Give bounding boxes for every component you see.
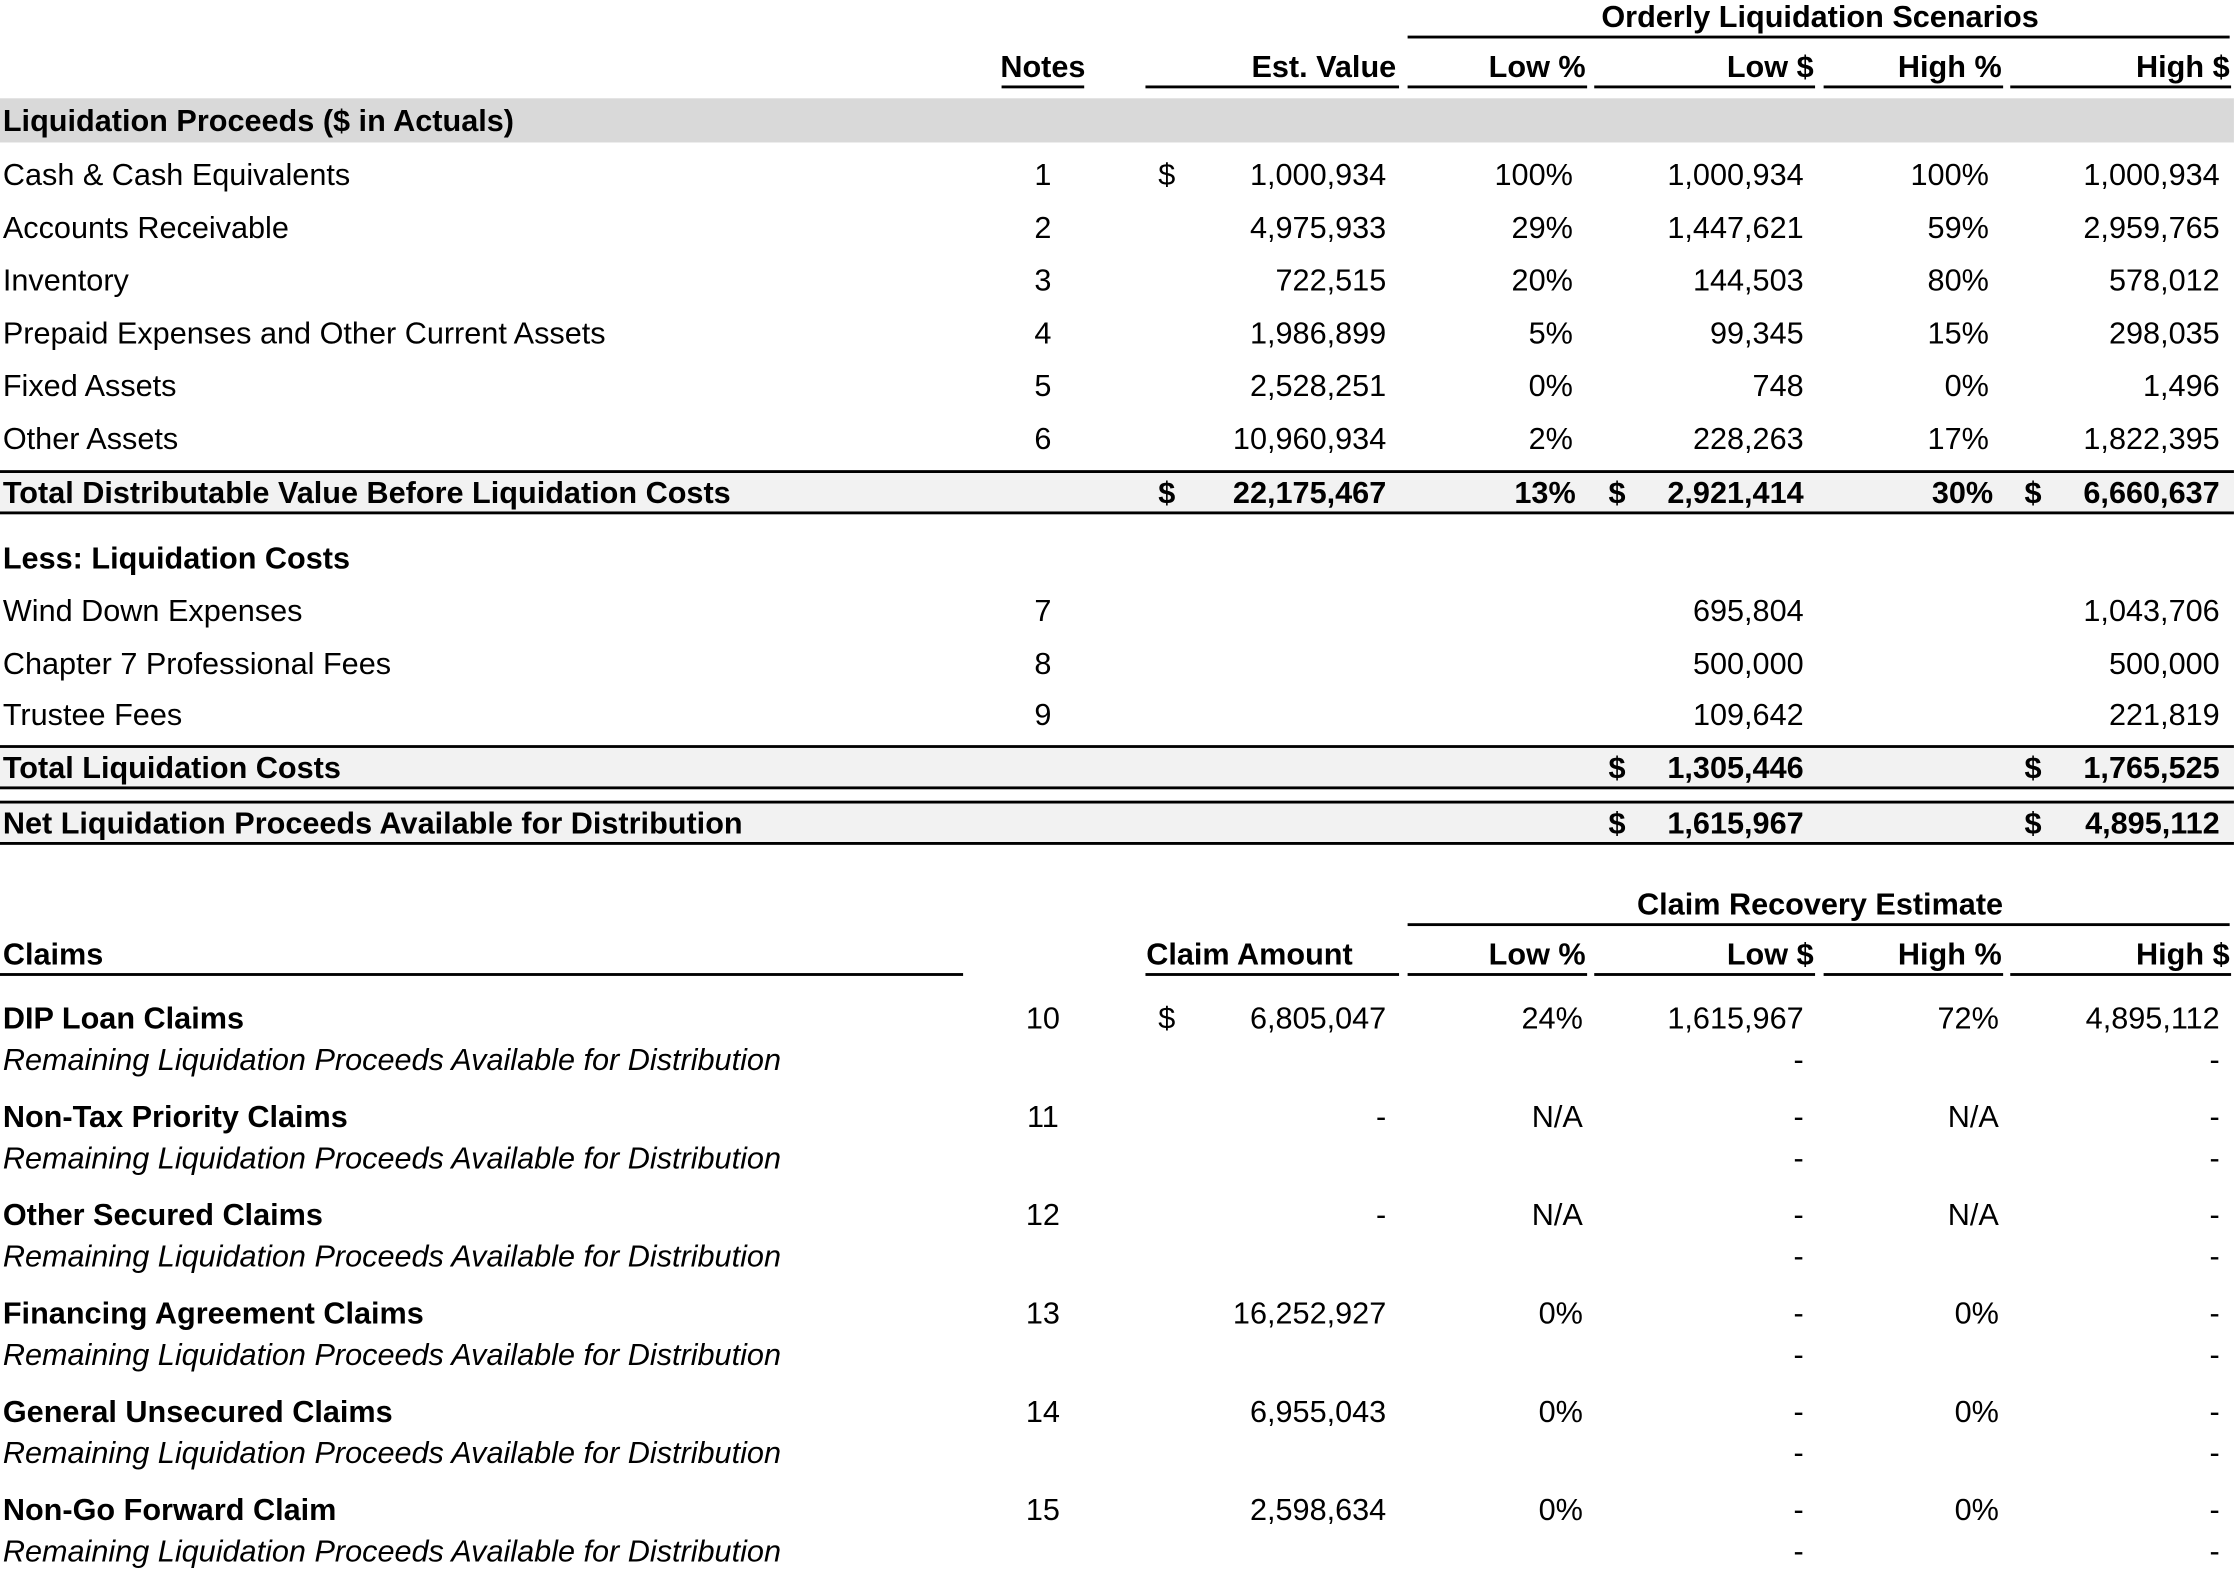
low-pct: 0% (1538, 1296, 1583, 1331)
claim-label: Other Secured Claims (2, 1198, 323, 1233)
remaining-low-amt: - (1793, 1337, 1804, 1372)
high-pct: 17% (1927, 421, 1989, 456)
claim-amount: 2,598,634 (1249, 1493, 1387, 1528)
high-amt: - (2209, 1099, 2220, 1135)
low-pct: 24% (1521, 1001, 1583, 1036)
high-pct: 0% (1954, 1493, 1999, 1528)
high-amt: 1,765,525 (2083, 750, 2220, 786)
note-number: 8 (1034, 646, 1052, 682)
est-value-header: Est. Value (1251, 49, 1397, 85)
high-amt: 1,043,706 (2083, 594, 2220, 629)
remaining-low-amt: - (1793, 1141, 1804, 1176)
high-amt: 1,496 (2143, 368, 2220, 404)
claim-amount: 16,252,927 (1232, 1296, 1387, 1331)
row-label: Net Liquidation Proceeds Available for Distribution (2, 806, 743, 841)
remaining-high-amt: - (2209, 1534, 2220, 1569)
claim-amount: 6,805,047 (1249, 1001, 1387, 1036)
low-amt: 500,000 (1692, 646, 1804, 682)
low-amt-header-underline (1594, 85, 1815, 88)
row-label: Cash & Cash Equivalents (2, 158, 351, 193)
note-number: 15 (1025, 1493, 1060, 1528)
claim-recovery-title: Claim Recovery Estimate (1637, 887, 2004, 922)
remaining-low-amt: - (1793, 1239, 1804, 1274)
remaining-low-amt: - (1793, 1534, 1804, 1569)
low-amt: 1,000,934 (1667, 158, 1804, 193)
low-pct: N/A (1531, 1198, 1583, 1233)
low-pct: 0% (1528, 368, 1573, 404)
low-amt: 1,615,967 (1667, 806, 1804, 841)
dollar-sign: $ (2024, 475, 2042, 511)
remaining-label: Remaining Liquidation Proceeds Available for Distribution (2, 1239, 781, 1274)
dollar-sign: $ (1158, 475, 1176, 511)
low-amt: 2,921,414 (1667, 475, 1804, 511)
high-pct: 0% (1954, 1394, 1999, 1429)
high-pct: 80% (1927, 263, 1989, 298)
high-amt: 4,895,112 (2085, 806, 2220, 841)
row-label: Other Assets (2, 421, 179, 456)
dollar-sign: $ (2024, 750, 2042, 786)
high-amt: 4,895,112 (2085, 1001, 2220, 1036)
high-amt: 6,660,637 (2083, 475, 2220, 511)
notes-header-underline (1002, 85, 1085, 88)
low-amt: 109,642 (1692, 698, 1804, 733)
claims-low-amt-header-underline (1594, 973, 1815, 976)
low-pct-header: Low % (1488, 49, 1586, 85)
remaining-label: Remaining Liquidation Proceeds Available for Distribution (2, 1534, 781, 1569)
low-amt: 695,804 (1692, 594, 1804, 629)
note-number: 1 (1034, 158, 1052, 193)
note-number: 5 (1034, 368, 1052, 404)
low-amt: - (1793, 1394, 1804, 1429)
claim-amount-header-underline (1145, 973, 1399, 976)
claims-high-pct-header: High % (1897, 937, 2002, 972)
claims-high-amt-header: High $ (2136, 937, 2230, 972)
total-costs-bottom-rule (0, 786, 2234, 788)
low-amt: 748 (1752, 368, 1804, 404)
high-amt: 221,819 (2108, 698, 2220, 733)
low-amt-header: Low $ (1726, 49, 1814, 85)
high-pct: 59% (1927, 210, 1989, 246)
claims-header-underline (0, 973, 963, 976)
dollar-sign: $ (1608, 475, 1626, 511)
est-value: 22,175,467 (1232, 475, 1387, 511)
claims-high-pct-header-underline (1824, 973, 2004, 976)
high-pct: 72% (1937, 1001, 1999, 1036)
group-underline (1408, 36, 2230, 39)
low-pct: 100% (1494, 158, 1573, 193)
dollar-sign: $ (2024, 806, 2042, 841)
high-amt: - (2209, 1296, 2220, 1331)
remaining-label: Remaining Liquidation Proceeds Available for Distribution (2, 1337, 781, 1372)
net-bottom-rule (0, 842, 2234, 844)
low-pct: 20% (1511, 263, 1573, 298)
est-value: 4,975,933 (1249, 210, 1387, 246)
remaining-label: Remaining Liquidation Proceeds Available for Distribution (2, 1436, 781, 1471)
high-amt: 578,012 (2108, 263, 2220, 298)
remaining-label: Remaining Liquidation Proceeds Available for Distribution (2, 1042, 781, 1078)
row-label: Total Distributable Value Before Liquidation Costs (2, 475, 731, 511)
notes-header: Notes (1000, 49, 1086, 85)
note-number: 9 (1034, 698, 1052, 733)
total-bottom-rule (0, 511, 2234, 513)
low-pct: 29% (1511, 210, 1573, 246)
high-pct-header-underline (1824, 85, 2004, 88)
high-amt: 298,035 (2108, 316, 2220, 351)
remaining-high-amt: - (2209, 1042, 2220, 1078)
remaining-high-amt: - (2209, 1141, 2220, 1176)
row-label: Accounts Receivable (2, 210, 289, 246)
claims-high-amt-header-underline (2010, 973, 2231, 976)
low-amt: 228,263 (1692, 421, 1804, 456)
low-pct: 0% (1538, 1394, 1583, 1429)
low-amt: - (1793, 1099, 1804, 1135)
high-pct: 100% (1910, 158, 1989, 193)
remaining-high-amt: - (2209, 1239, 2220, 1274)
low-pct: N/A (1531, 1099, 1583, 1135)
row-label: Wind Down Expenses (2, 594, 303, 629)
high-amt: 1,822,395 (2083, 421, 2220, 456)
low-amt: 144,503 (1692, 263, 1804, 298)
claim-label: Financing Agreement Claims (2, 1296, 424, 1331)
claim-amount: - (1376, 1198, 1387, 1233)
low-pct: 13% (1514, 475, 1576, 511)
est-value: 1,000,934 (1249, 158, 1387, 193)
note-number: 3 (1034, 263, 1052, 298)
high-pct: 30% (1931, 475, 1994, 511)
est-value: 2,528,251 (1249, 368, 1387, 404)
claim-amount: 6,955,043 (1249, 1394, 1387, 1429)
note-number: 12 (1025, 1198, 1060, 1233)
high-pct: 0% (1944, 368, 1989, 404)
est-value: 722,515 (1275, 263, 1387, 298)
high-pct-header: High % (1897, 49, 2002, 85)
high-amt: 1,000,934 (2083, 158, 2220, 193)
low-amt: - (1793, 1493, 1804, 1528)
low-amt: 1,305,446 (1667, 750, 1804, 786)
row-label: Prepaid Expenses and Other Current Assets (2, 316, 606, 351)
claims-low-pct-header: Low % (1488, 937, 1586, 972)
high-amt: 2,959,765 (2083, 210, 2220, 246)
high-amt-header-underline (2010, 85, 2231, 88)
high-pct: 15% (1927, 316, 1989, 351)
claim-label: General Unsecured Claims (2, 1394, 393, 1429)
dollar-sign: $ (1158, 158, 1176, 193)
low-amt: - (1793, 1198, 1804, 1233)
note-number: 6 (1034, 421, 1052, 456)
remaining-label: Remaining Liquidation Proceeds Available for Distribution (2, 1141, 781, 1176)
high-pct: 0% (1954, 1296, 1999, 1331)
note-number: 7 (1034, 594, 1052, 629)
high-amt: 500,000 (2108, 646, 2220, 682)
high-amt: - (2209, 1394, 2220, 1429)
est-value: 1,986,899 (1249, 316, 1387, 351)
low-amt: - (1793, 1296, 1804, 1331)
note-number: 10 (1025, 1001, 1060, 1036)
note-number: 13 (1025, 1296, 1060, 1331)
low-pct-header-underline (1408, 85, 1588, 88)
section-title: Liquidation Proceeds ($ in Actuals) (2, 104, 515, 139)
orderly-liquidation-scenarios-title: Orderly Liquidation Scenarios (1601, 0, 2039, 35)
low-amt: 1,447,621 (1667, 210, 1804, 246)
low-amt: 99,345 (1709, 316, 1804, 351)
claim-group-underline (1408, 923, 2230, 926)
claim-amount-header: Claim Amount (1146, 937, 1353, 972)
note-number: 14 (1025, 1394, 1060, 1429)
row-label: Fixed Assets (2, 368, 177, 404)
claim-label: DIP Loan Claims (2, 1001, 245, 1036)
row-label: Inventory (2, 263, 129, 298)
high-pct: N/A (1947, 1099, 1999, 1135)
remaining-high-amt: - (2209, 1436, 2220, 1471)
high-pct: N/A (1947, 1198, 1999, 1233)
est-value-header-underline (1145, 85, 1399, 88)
est-value: 10,960,934 (1232, 421, 1387, 456)
low-pct: 0% (1538, 1493, 1583, 1528)
note-number: 11 (1026, 1099, 1059, 1135)
claim-amount: - (1376, 1099, 1387, 1135)
costs-title: Less: Liquidation Costs (2, 541, 351, 576)
dollar-sign: $ (1158, 1001, 1176, 1036)
claim-label: Non-Tax Priority Claims (2, 1099, 348, 1135)
high-amt: - (2209, 1493, 2220, 1528)
claims-low-pct-header-underline (1408, 973, 1588, 976)
low-pct: 2% (1528, 421, 1573, 456)
low-amt: 1,615,967 (1667, 1001, 1804, 1036)
claim-label: Non-Go Forward Claim (2, 1493, 337, 1528)
low-pct: 5% (1528, 316, 1573, 351)
note-number: 4 (1034, 316, 1052, 351)
remaining-low-amt: - (1793, 1042, 1804, 1078)
high-amt: - (2209, 1198, 2220, 1233)
claims-header: Claims (2, 937, 104, 972)
row-label: Trustee Fees (2, 698, 183, 733)
claims-low-amt-header: Low $ (1726, 937, 1814, 972)
remaining-high-amt: - (2209, 1337, 2220, 1372)
row-label: Total Liquidation Costs (2, 750, 341, 786)
high-amt-header: High $ (2136, 49, 2230, 85)
note-number: 2 (1034, 210, 1052, 246)
dollar-sign: $ (1608, 750, 1626, 786)
remaining-low-amt: - (1793, 1436, 1804, 1471)
row-label: Chapter 7 Professional Fees (2, 646, 392, 682)
dollar-sign: $ (1608, 806, 1626, 841)
